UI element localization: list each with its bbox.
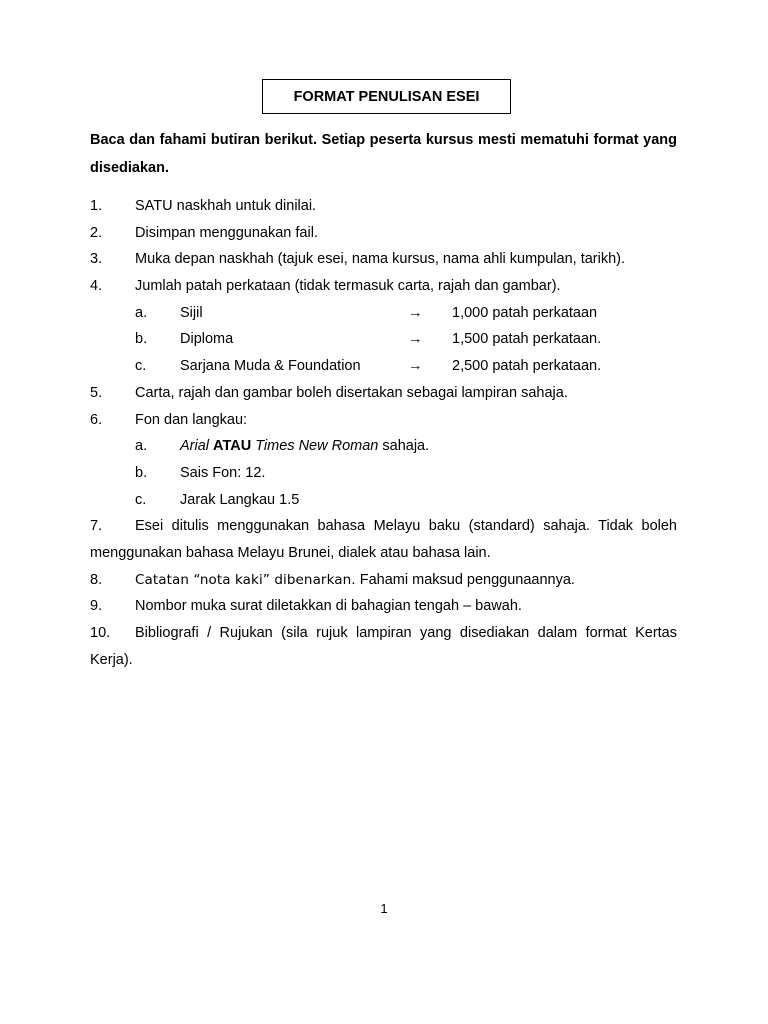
atau-label: ATAU	[213, 438, 252, 455]
word-count: 1,500 patah perkataan.	[452, 331, 602, 348]
list-item	[90, 380, 677, 407]
item-number: 10.	[90, 625, 111, 642]
item-number: 9.	[90, 598, 103, 615]
word-count: 1,000 patah perkataan	[452, 304, 598, 321]
list-item	[90, 273, 677, 300]
list-item	[90, 593, 677, 620]
arrow-right-icon: →	[408, 358, 423, 375]
footnote-note: Catatan “nota kaki” dibenarkan.	[135, 571, 356, 588]
sub-letter: a.	[135, 304, 148, 321]
sub-letter: a.	[135, 438, 148, 455]
font-size-text: Sais Fon: 12.	[180, 464, 266, 481]
list-item	[90, 193, 677, 220]
qualification-label: Sijil	[180, 304, 203, 321]
item-text: Disimpan menggunakan fail.	[135, 224, 318, 241]
item-number: 5.	[90, 384, 103, 401]
list-item	[90, 513, 677, 566]
font-item	[90, 460, 677, 487]
item-text-line1: Esei ditulis menggunakan bahasa Melayu baku (standard) sahaja. Tidak boleh	[135, 518, 677, 535]
font-tail: sahaja.	[382, 438, 430, 455]
font-choice	[180, 433, 429, 460]
item-text-line2: Kerja).	[90, 651, 133, 668]
item-number: 3.	[90, 251, 103, 268]
intro-paragraph: Baca dan fahami butiran berikut. Setiap peserta kursus mesti mematuhi format yang disediakan.	[90, 132, 677, 176]
item-text	[135, 567, 575, 594]
item-text: Nombor muka surat diletakkan di bahagian tengah – bawah.	[135, 598, 522, 615]
list-item	[90, 220, 677, 247]
item-text-line1: Bibliografi / Rujukan (sila rujuk lampiran yang disediakan dalam format Kertas	[135, 625, 677, 642]
wordcount-item	[90, 326, 677, 353]
format-list	[90, 193, 677, 673]
page-number: 1	[380, 901, 388, 916]
font-item	[90, 433, 677, 460]
word-count: 2,500 patah perkataan.	[452, 358, 602, 375]
document-title: FORMAT PENULISAN ESEI	[262, 79, 511, 114]
qualification-label: Sarjana Muda & Foundation	[180, 358, 361, 375]
sub-letter: c.	[135, 358, 147, 375]
list-item	[90, 246, 677, 273]
font-name-times: Times New Roman	[255, 438, 379, 455]
item-number: 4.	[90, 278, 103, 295]
item-number: 1.	[90, 198, 103, 214]
font-name-arial: Arial	[180, 438, 210, 455]
list-item	[90, 620, 677, 673]
font-item	[90, 487, 677, 514]
item-number: 8.	[90, 571, 103, 588]
list-item	[90, 567, 677, 594]
wordcount-item	[90, 300, 677, 327]
sub-letter: c.	[135, 491, 147, 508]
qualification-label: Diploma	[180, 331, 234, 348]
item-number: 2.	[90, 224, 103, 241]
item-text: SATU naskhah untuk dinilai.	[135, 198, 317, 214]
arrow-right-icon: →	[408, 331, 423, 348]
item-text: Fon dan langkau:	[135, 411, 248, 428]
wordcount-item	[90, 353, 677, 380]
footnote-tail: Fahami maksud penggunaannya.	[355, 571, 575, 588]
item-text: Muka depan naskhah (tajuk esei, nama kursus, nama ahli kumpulan, tarikh).	[135, 251, 626, 268]
list-item	[90, 407, 677, 434]
arrow-right-icon: →	[408, 304, 423, 321]
item-text: Jumlah patah perkataan (tidak termasuk carta, rajah dan gambar).	[135, 278, 561, 295]
item-number: 6.	[90, 411, 103, 428]
sub-letter: b.	[135, 464, 148, 481]
sub-letter: b.	[135, 331, 148, 348]
line-spacing-text: Jarak Langkau 1.5	[180, 491, 300, 508]
item-text-line2: menggunakan bahasa Melayu Brunei, dialek atau bahasa lain.	[90, 544, 491, 561]
item-text: Carta, rajah dan gambar boleh disertakan sebagai lampiran sahaja.	[135, 384, 568, 401]
item-number: 7.	[90, 518, 103, 535]
